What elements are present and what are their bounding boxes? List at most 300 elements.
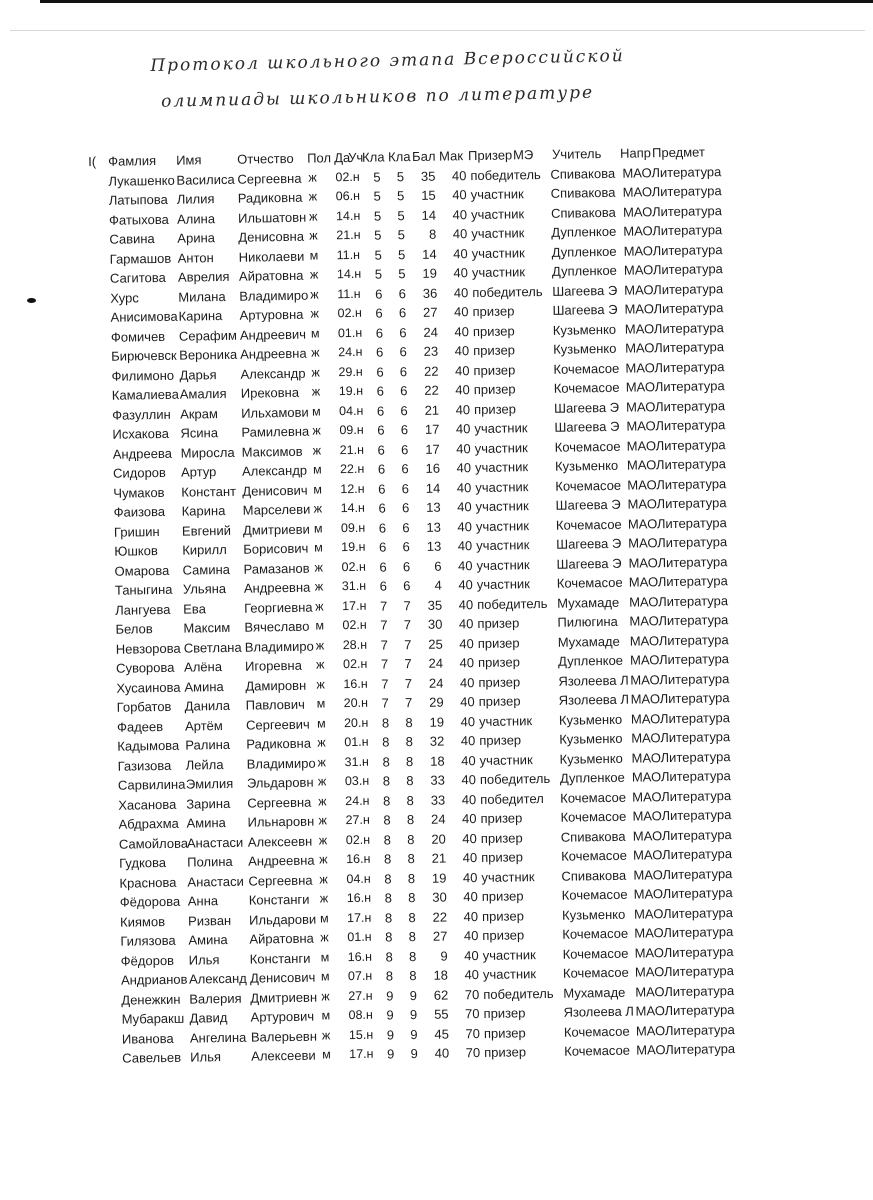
cell-study-class: 9 (386, 987, 394, 1004)
cell-teacher: Кочемасое (553, 360, 620, 377)
cell-max-score: 40 (453, 284, 469, 300)
cell-patronymic: Марселеви (242, 501, 311, 518)
header-id: I( (88, 153, 97, 170)
cell-teacher: Кузьменко (559, 730, 623, 747)
cell-subject: Литература (657, 573, 728, 590)
cell-surname: Газизова (117, 757, 172, 774)
cell-sex: ж (317, 735, 326, 750)
cell-birthdate: 09.н (340, 520, 366, 535)
cell-max-score: 40 (457, 499, 472, 515)
cell-score: 27 (422, 304, 438, 320)
cell-sex: м (320, 969, 330, 984)
cell-direction: МАО (632, 808, 662, 824)
cell-class: 6 (401, 480, 410, 496)
cell-direction: МАО (628, 554, 658, 571)
cell-name: Ризван (187, 912, 232, 929)
cell-sex: ж (317, 754, 327, 770)
cell-subject: Литература (652, 261, 723, 278)
cell-surname: Сидоров (112, 464, 167, 481)
cell-birthdate: 17.н (346, 910, 372, 925)
header-sex: Пол (307, 150, 332, 166)
cell-name: Вероника (179, 346, 238, 363)
cell-status: призер (480, 829, 523, 846)
cell-score: 36 (422, 285, 438, 301)
header-me: МЭ (512, 147, 534, 163)
cell-patronymic: Георгиевна (244, 599, 313, 616)
cell-subject: Литература (659, 690, 730, 707)
cell-surname: Андреева (112, 445, 172, 462)
cell-surname: Хурс (110, 289, 139, 306)
cell-class: 6 (401, 500, 410, 516)
cell-sex: ж (314, 579, 324, 594)
cell-teacher: Кочемасое (554, 438, 621, 455)
cell-sex: ж (315, 598, 324, 614)
cell-teacher: Кочемасое (562, 964, 629, 981)
cell-status: участник (481, 868, 535, 885)
cell-study-class: 6 (377, 422, 385, 438)
cell-max-score: 40 (464, 967, 480, 983)
cell-patronymic: Андреевна (248, 852, 315, 869)
cell-direction: МАО (632, 827, 663, 844)
cell-name: Ралина (185, 736, 231, 753)
cell-score: 27 (432, 928, 448, 944)
cell-surname: Лукашенко (108, 172, 175, 189)
cell-study-class: 7 (381, 675, 389, 692)
cell-direction: МАО (628, 574, 659, 590)
cell-study-class: 6 (379, 558, 387, 575)
cell-birthdate: 27.н (345, 812, 370, 828)
cell-sex: ж (309, 267, 319, 282)
cell-surname: Самойлова (118, 835, 189, 852)
cell-max-score: 40 (455, 421, 471, 437)
cell-sex: ж (308, 189, 318, 204)
cell-name: Алёна (183, 659, 223, 675)
cell-birthdate: 12.н (340, 481, 365, 496)
cell-sex: ж (312, 423, 321, 438)
cell-study-class: 8 (382, 734, 390, 750)
cell-teacher: Кочемасое (560, 808, 627, 825)
cell-subject: Литература (656, 514, 727, 531)
cell-patronymic: Констанги (249, 950, 311, 967)
cell-subject: Литература (653, 300, 724, 317)
cell-patronymic: Ильхамови (240, 404, 309, 421)
cell-status: призер (477, 654, 520, 671)
cell-name: Артур (180, 464, 217, 480)
cell-birthdate: 16.н (343, 676, 368, 691)
cell-score: 30 (432, 889, 447, 905)
cell-status: участник (474, 439, 528, 456)
cell-direction: МАО (636, 1042, 666, 1058)
cell-max-score: 40 (459, 655, 475, 671)
cell-max-score: 70 (465, 1045, 481, 1061)
cell-name: Ясина (180, 425, 219, 441)
cell-teacher: Дупленкое (559, 769, 625, 786)
cell-direction: МАО (630, 710, 661, 727)
cell-class: 8 (405, 734, 414, 750)
cell-birthdate: 28.н (342, 637, 368, 652)
cell-max-score: 40 (458, 616, 474, 632)
cell-birthdate: 20.н (343, 695, 369, 711)
cell-subject: Литература (663, 943, 734, 960)
cell-sex: м (313, 520, 323, 536)
cell-patronymic: Дамировн (245, 677, 307, 694)
cell-score: 55 (433, 1006, 449, 1022)
cell-surname: Суворова (115, 659, 175, 676)
results-table (88, 142, 758, 1069)
header-study-class: Уч (348, 149, 364, 166)
cell-status: призер (473, 361, 516, 378)
cell-sex: м (311, 403, 321, 419)
cell-score: 18 (433, 967, 449, 983)
cell-name: Милана (178, 288, 226, 305)
cell-class: 5 (397, 207, 405, 223)
cell-subject: Литература (654, 339, 725, 356)
cell-sex: м (322, 1047, 331, 1062)
cell-teacher: Кочемасое (561, 847, 628, 864)
cell-sex: ж (308, 208, 318, 224)
cell-direction: МАО (624, 320, 655, 337)
cell-teacher: Спивакова (561, 867, 627, 884)
cell-surname: Гармашов (109, 250, 172, 267)
cell-direction: МАО (626, 418, 656, 434)
cell-subject: Литература (656, 495, 727, 512)
cell-sex: ж (318, 793, 327, 809)
cell-class: 5 (397, 246, 406, 262)
cell-subject: Литература (664, 1021, 735, 1038)
cell-name: Полина (187, 853, 233, 870)
cell-surname: Юшков (114, 543, 158, 559)
cell-score: 17 (424, 421, 440, 437)
cell-birthdate: 02.н (345, 832, 371, 847)
cell-birthdate: 02.н (341, 559, 366, 574)
cell-name: Кирилл (182, 541, 227, 558)
cell-birthdate: 11.н (336, 247, 361, 262)
cell-sex: м (315, 618, 325, 633)
cell-birthdate: 19.н (341, 539, 366, 555)
cell-teacher: Спивакова (560, 828, 626, 845)
cell-birthdate: 04.н (346, 871, 371, 886)
cell-name: Лейла (185, 756, 224, 773)
cell-surname: Сарвилина (117, 776, 186, 793)
cell-study-class: 8 (382, 773, 391, 789)
cell-class: 7 (403, 617, 412, 633)
cell-score: 24 (428, 655, 444, 671)
cell-birthdate: 14.н (336, 266, 362, 282)
cell-subject: Литература (659, 670, 730, 687)
scan-edge-line (40, 0, 873, 3)
cell-surname: Андрианов (120, 971, 188, 988)
cell-study-class: 8 (383, 831, 392, 848)
cell-teacher: Шагеева Э (556, 555, 622, 572)
cell-birthdate: 07.н (347, 968, 373, 984)
cell-birthdate: 02.н (342, 656, 368, 672)
cell-max-score: 40 (457, 518, 473, 534)
header-teacher: Учитель (551, 146, 602, 162)
cell-patronymic: Максимов (241, 443, 303, 460)
cell-study-class: 6 (375, 285, 383, 302)
cell-direction: МАО (623, 262, 654, 278)
cell-subject: Литература (657, 553, 728, 570)
cell-name: Алина (176, 210, 216, 227)
cell-class: 6 (400, 402, 408, 418)
cell-patronymic: Дмитриевн (250, 989, 318, 1006)
cell-patronymic: Игоревна (244, 657, 303, 674)
cell-status: призер (473, 381, 516, 398)
cell-score: 9 (440, 948, 448, 964)
cell-direction: МАО (627, 476, 657, 493)
cell-max-score: 40 (463, 928, 479, 944)
cell-subject: Литература (655, 436, 726, 453)
cell-max-score: 70 (464, 986, 480, 1002)
cell-class: 8 (407, 851, 415, 867)
cell-subject: Литература (653, 319, 724, 336)
cell-patronymic: Сергеевич (245, 716, 310, 733)
cell-class: 6 (402, 539, 410, 555)
cell-score: 24 (428, 675, 444, 691)
cell-teacher: Кочемасое (556, 574, 623, 591)
cell-sex: м (313, 481, 323, 497)
cell-status: призер (472, 322, 515, 339)
cell-direction: МАО (631, 749, 662, 766)
cell-class: 8 (408, 948, 417, 964)
cell-status: призер (477, 634, 520, 651)
cell-status: участник (476, 537, 530, 554)
cell-patronymic: Сергеевна (247, 794, 312, 811)
cell-score: 6 (434, 558, 442, 574)
cell-direction: МАО (623, 242, 654, 259)
cell-direction: МАО (635, 983, 665, 1000)
cell-score: 8 (428, 226, 437, 242)
cell-patronymic: Александр (241, 462, 308, 479)
cell-class: 7 (404, 695, 413, 711)
cell-surname: Фатыхова (108, 211, 169, 228)
cell-study-class: 6 (379, 578, 388, 594)
cell-name: Илья (188, 951, 220, 968)
cell-surname: Анисимова (110, 308, 178, 325)
cell-teacher: Язолеева Л (563, 1003, 635, 1020)
cell-class: 8 (407, 870, 416, 886)
cell-patronymic: Денисовна (238, 228, 305, 245)
cell-status: участник (470, 205, 525, 222)
cell-name: Амалия (179, 385, 227, 402)
cell-teacher: Дупленкое (557, 652, 624, 669)
cell-class: 6 (398, 285, 406, 301)
cell-status: призер (483, 1024, 526, 1041)
cell-direction: МАО (624, 301, 654, 317)
cell-patronymic: Андреевич (239, 326, 307, 343)
cell-subject: Литература (654, 358, 725, 375)
cell-birthdate: 06.н (335, 188, 361, 204)
cell-patronymic: Александр (240, 365, 306, 382)
cell-patronymic: Сергеевна (248, 872, 313, 889)
cell-name: Лилия (176, 191, 215, 207)
cell-name: Анастаси (187, 873, 244, 890)
cell-birthdate: 11.н (337, 286, 361, 301)
cell-status: участник (482, 946, 536, 963)
cell-status: победитель (483, 985, 554, 1002)
cell-surname: Краснова (119, 874, 177, 891)
cell-subject: Литература (665, 1041, 736, 1058)
cell-birthdate: 20.н (343, 715, 369, 730)
cell-score: 29 (429, 694, 444, 710)
cell-max-score: 40 (463, 908, 479, 924)
cell-status: участник (478, 712, 533, 729)
cell-score: 20 (431, 831, 446, 847)
cell-class: 6 (402, 558, 411, 574)
cell-status: участник (475, 498, 529, 515)
cell-max-score: 40 (456, 460, 472, 476)
cell-name: Миросла (180, 444, 235, 461)
cell-class: 7 (404, 675, 413, 691)
header-patronymic: Отчество (237, 150, 294, 167)
cell-surname: Фаизова (113, 503, 166, 520)
cell-status: призер (477, 615, 520, 632)
cell-direction: МАО (634, 964, 665, 980)
cell-birthdate: 21.н (336, 227, 361, 243)
cell-teacher: Дупленкое (551, 223, 617, 240)
cell-birthdate: 22.н (339, 461, 365, 477)
cell-score: 21 (431, 850, 447, 866)
header-class: Кла (361, 149, 385, 165)
cell-sex: ж (315, 637, 325, 653)
cell-max-score: 40 (453, 245, 468, 261)
cell-score: 19 (429, 714, 445, 730)
cell-score: 32 (429, 733, 445, 749)
cell-status: победитель (477, 595, 548, 612)
cell-max-score: 40 (457, 557, 473, 573)
cell-sex: м (309, 247, 319, 263)
cell-class: 7 (404, 656, 412, 672)
cell-name: Карина (178, 308, 223, 324)
cell-birthdate: 27.н (348, 988, 373, 1003)
cell-status: участник (479, 751, 533, 768)
cell-patronymic: Рамилевна (241, 423, 310, 440)
cell-direction: МАО (635, 1022, 666, 1039)
cell-score: 35 (420, 168, 436, 184)
cell-study-class: 8 (383, 851, 392, 867)
cell-sex: ж (309, 228, 318, 243)
cell-score: 35 (427, 597, 443, 613)
header-status: Призер (467, 147, 513, 164)
cell-study-class: 7 (379, 597, 388, 614)
cell-patronymic: Ильшатовн (237, 209, 307, 226)
cell-study-class: 7 (380, 636, 388, 653)
cell-status: победитель (479, 770, 551, 788)
cell-direction: МАО (625, 340, 655, 356)
cell-class: 9 (410, 1026, 418, 1042)
cell-birthdate: 24.н (338, 344, 363, 360)
cell-surname: Хасанова (118, 796, 177, 813)
cell-name: Валерия (189, 990, 242, 1007)
header-subject: Предмет (651, 144, 705, 161)
cell-sex: ж (317, 774, 327, 789)
cell-score: 40 (434, 1045, 450, 1061)
cell-max-score: 40 (452, 206, 468, 222)
cell-max-score: 70 (464, 1006, 480, 1022)
cell-patronymic: Денисович (242, 482, 308, 499)
cell-direction: МАО (634, 925, 664, 941)
cell-subject: Литература (664, 1002, 735, 1019)
cell-direction: МАО (630, 671, 660, 688)
cell-study-class: 8 (382, 792, 391, 809)
cell-subject: Литература (660, 768, 731, 785)
cell-max-score: 40 (459, 635, 474, 651)
cell-patronymic: Артурович (250, 1008, 315, 1025)
cell-direction: МАО (626, 457, 657, 473)
cell-surname: Горбатов (116, 698, 172, 715)
cell-surname: Гилязова (120, 932, 176, 949)
title-line-1: Протокол школьного этапа Всероссийской (150, 46, 625, 76)
header-class-2: Кла (387, 149, 411, 165)
cell-max-score: 40 (458, 596, 474, 612)
cell-teacher: Кочемасое (562, 945, 629, 962)
cell-study-class: 8 (385, 968, 394, 984)
cell-surname: Хусаинова (116, 679, 181, 696)
cell-sex: м (320, 949, 330, 965)
cell-direction: МАО (628, 535, 658, 551)
cell-sex: ж (318, 813, 328, 828)
cell-max-score: 40 (460, 733, 476, 749)
cell-status: участник (474, 420, 528, 437)
cell-name: Александ (188, 970, 247, 987)
cell-patronymic: Радиковна (237, 189, 303, 206)
cell-subject: Литература (651, 202, 723, 219)
cell-sex: ж (311, 384, 321, 399)
cell-score: 13 (426, 499, 441, 515)
cell-teacher: Кочемасое (561, 886, 628, 903)
cell-sex: ж (310, 306, 320, 321)
cell-surname: Абдрахма (118, 815, 179, 832)
cell-name: Данила (184, 697, 231, 714)
cell-sex: ж (312, 442, 322, 458)
cell-status: участник (476, 576, 531, 593)
cell-subject: Литература (658, 592, 729, 609)
cell-class: 6 (399, 363, 408, 379)
cell-status: призер (483, 1005, 526, 1021)
cell-patronymic: Павлович (245, 696, 305, 713)
cell-score: 62 (433, 987, 449, 1003)
cell-direction: МАО (633, 905, 664, 922)
cell-teacher: Кочемасое (562, 925, 629, 942)
cell-surname: Гришин (113, 523, 160, 540)
cell-score: 33 (430, 792, 446, 808)
cell-class: 6 (403, 578, 411, 594)
cell-name: Антон (177, 249, 214, 266)
cell-name: Аврелия (177, 268, 230, 285)
cell-surname: Филимоно (111, 367, 175, 384)
cell-status: участник (482, 966, 537, 982)
cell-class: 5 (397, 227, 406, 243)
cell-direction: МАО (632, 788, 662, 805)
cell-subject: Литература (652, 241, 723, 258)
cell-study-class: 6 (378, 500, 386, 516)
cell-sex: ж (318, 832, 328, 848)
cell-score: 33 (430, 772, 446, 788)
cell-direction: МАО (633, 866, 663, 883)
cell-subject: Литература (654, 397, 726, 414)
cell-study-class: 5 (373, 169, 381, 185)
cell-sex: ж (319, 891, 329, 906)
cell-score: 16 (425, 460, 441, 476)
cell-score: 22 (432, 909, 448, 925)
cell-status: участник (475, 478, 529, 495)
cell-subject: Литература (661, 807, 732, 824)
cell-direction: МАО (630, 691, 661, 707)
cell-score: 14 (425, 480, 441, 496)
cell-patronymic: Алексеевн (247, 833, 313, 850)
cell-status: победител (480, 790, 544, 807)
cell-name: Василиса (176, 171, 235, 188)
